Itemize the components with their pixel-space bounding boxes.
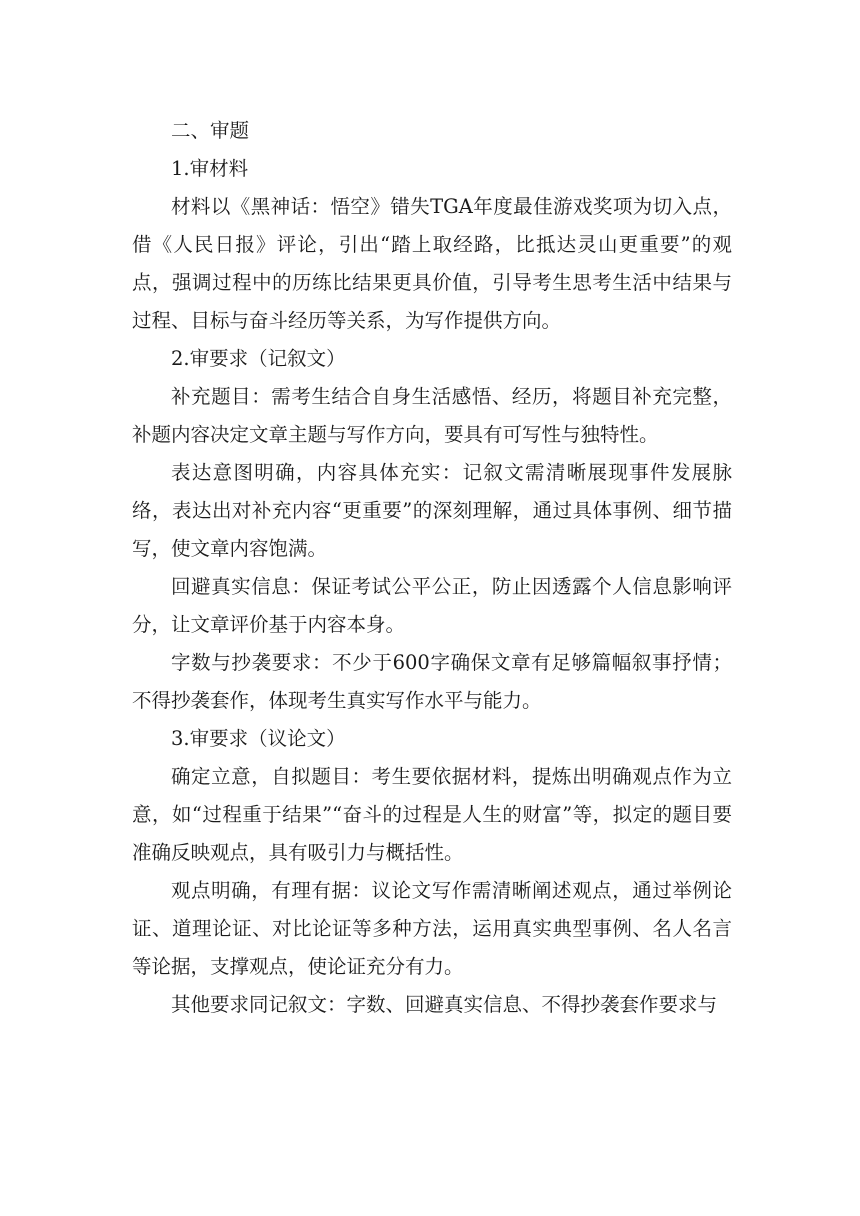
paragraph-material: 材料以《黑神话：悟空》错失TGA年度最佳游戏奖项为切入点，借《人民日报》评论，引出“踏上取经路，比抵达灵山更重要”的观点，强调过程中的历练比结果更具价值，引导考生思考生活中结果与过程、目标与奋斗经历等关系，为写作提供方向。 [132, 195, 732, 332]
document-body [132, 112, 732, 1024]
subsection-heading-narrative: 2.审要求（记叙文） [171, 347, 346, 370]
paragraph-clear-intent: 表达意图明确，内容具体充实：记叙文需清晰展现事件发展脉络，表达出对补充内容“更重要”的深刻理解，通过具体事例、细节描写，使文章内容饱满。 [132, 461, 732, 560]
paragraph-supplement-title: 补充题目：需考生结合自身生活感悟、经历，将题目补充完整，补题内容决定文章主题与写作方向，要具有可写性与独特性。 [132, 385, 732, 446]
paragraph-word-count: 字数与抄袭要求：不少于600字确保文章有足够篇幅叙事抒情；不得抄袭套作，体现考生真实写作水平与能力。 [132, 651, 732, 712]
paragraph-avoid-real-info: 回避真实信息：保证考试公平公正，防止因透露个人信息影响评分，让文章评价基于内容本身。 [132, 575, 732, 636]
subsection-heading-argumentative: 3.审要求（议论文） [171, 727, 346, 750]
section-heading: 二、审题 [171, 119, 250, 142]
paragraph-thesis: 确定立意，自拟题目：考生要依据材料，提炼出明确观点作为立意，如“过程重于结果”“奋斗的过程是人生的财富”等，拟定的题目要准确反映观点，具有吸引力与概括性。 [132, 765, 732, 864]
subsection-heading-material: 1.审材料 [171, 157, 249, 180]
paragraph-evidence: 观点明确，有理有据：议论文写作需清晰阐述观点，通过举例论证、道理论证、对比论证等多种方法，运用真实典型事例、名人名言等论据，支撑观点，使论证充分有力。 [132, 879, 732, 978]
paragraph-other-requirements: 其他要求同记叙文：字数、回避真实信息、不得抄袭套作要求与 [171, 993, 718, 1016]
